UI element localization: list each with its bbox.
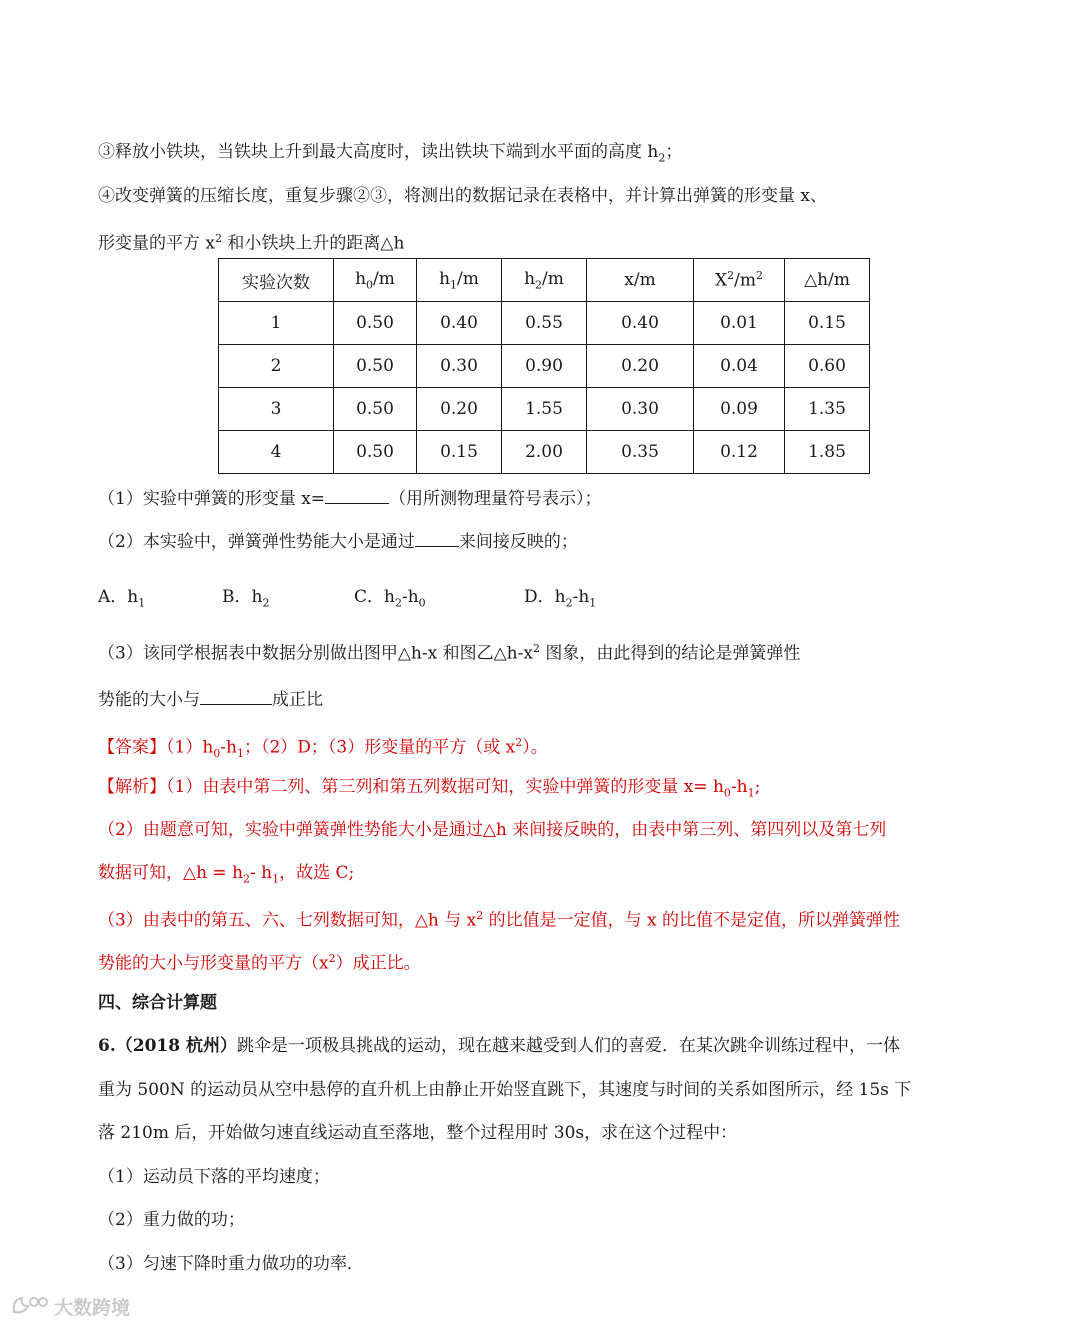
table-row [219, 345, 870, 388]
answer-line: 【答案】$(1)h_0-h_1$；（2）D；（3）形变量的平方（或 $x^2$）。 [98, 736, 548, 761]
table-cell: 0.20 [587, 345, 694, 388]
table-cell: 0.30 [587, 388, 694, 431]
table-cell: 0.15 [785, 302, 870, 345]
table-cell: 0.40 [417, 302, 502, 345]
option-b: B．$h_2$ [222, 587, 270, 610]
table-cell: 0.01 [694, 302, 785, 345]
watermark-logo: 大数跨境 [10, 1292, 130, 1320]
table-cell: 0.50 [334, 431, 417, 474]
table-header: 实验次数 [219, 259, 334, 302]
table-cell: 4 [219, 431, 334, 474]
question-3: （3）该同学根据表中数据分别做出图甲△h-x 和图乙$\triangle h-x^2$ 图象，由此得到的结论是弹簧弹性 [98, 642, 801, 664]
table-cell: 0.50 [334, 345, 417, 388]
table-cell: 0.20 [417, 388, 502, 431]
table-header: x/m [587, 259, 694, 302]
table-cell: 0.50 [334, 388, 417, 431]
question-2: （2）本实验中，弹簧弹性势能大小是通过 来间接反映的； [98, 532, 578, 552]
table-header-row [219, 259, 870, 302]
table-header: $h_2/m$ [502, 259, 587, 302]
analysis-line-2: （2）由题意可知，实验中弹簧弹性势能大小是通过△h 来间接反映的，由表中第三列、第四列以及第七列 [98, 820, 887, 840]
table-cell: 0.09 [694, 388, 785, 431]
sub-question-2: （2）重力做的功； [98, 1210, 245, 1230]
problem-6-line-1: 6.（2018 杭州）跳伞是一项极具挑战的运动，现在越来越受到人们的喜爱．在某次跳伞训练过程中，一体 [98, 1036, 900, 1056]
table-cell: 2 [219, 345, 334, 388]
table-cell: 1.55 [502, 388, 587, 431]
table-row [219, 302, 870, 345]
watermark-icon [10, 1292, 50, 1320]
table-row [219, 431, 870, 474]
table-cell: 3 [219, 388, 334, 431]
table-cell: 2.00 [502, 431, 587, 474]
step-4-continued: 形变量的平方 $x^2$ 和小铁块上升的距离△h [98, 232, 405, 254]
table-cell: 0.35 [587, 431, 694, 474]
section-title: 四、综合计算题 [98, 993, 217, 1013]
answer-blank [200, 688, 272, 705]
table-row [219, 388, 870, 431]
step-3: ③释放小铁块，当铁块上升到最大高度时，读出铁块下端到水平面的高度 $h_2$； [98, 142, 683, 165]
table-cell: 0.40 [587, 302, 694, 345]
table-cell: 0.60 [785, 345, 870, 388]
table-cell: 1.35 [785, 388, 870, 431]
table-cell: 0.90 [502, 345, 587, 388]
option-d: D．$h_2-h_1$ [524, 587, 597, 610]
table-header: $h_1/m$ [417, 259, 502, 302]
table-cell: 1.85 [785, 431, 870, 474]
table-cell: 0.12 [694, 431, 785, 474]
answer-blank [415, 530, 459, 547]
table-cell: 0.04 [694, 345, 785, 388]
answer-blank [325, 487, 389, 504]
table-header: △h/m [785, 259, 870, 302]
problem-6-line-3: 落 210m 后，开始做匀速直线运动直至落地，整个过程用时 30s，求在这个过程中： [98, 1123, 738, 1143]
table-header: $X^2/m^2$ [694, 259, 785, 302]
step-4: ④改变弹簧的压缩长度，重复步骤②③，将测出的数据记录在表格中，并计算出弹簧的形变量 x、 [98, 186, 827, 206]
question-3-continued: 势能的大小与 成正比 [98, 690, 323, 710]
table-cell: 0.15 [417, 431, 502, 474]
analysis-line-4: （3）由表中的第五、六、七列数据可知，△h 与 $x^2$ 的比值是一定值，与 x 的比值不是定值，所以弹簧弹性 [98, 909, 901, 931]
analysis-line-3: 数据可知，△h = $h_2-$ $h_1$，故选 C; [98, 863, 355, 886]
option-c: C．$h_2-h_0$ [354, 587, 426, 610]
table-cell: 0.55 [502, 302, 587, 345]
data-table [218, 258, 870, 474]
table-header: $h_0/m$ [334, 259, 417, 302]
sub-question-1: （1）运动员下落的平均速度； [98, 1167, 330, 1187]
analysis-line-5: 势能的大小与形变量的平方$(x^2)$成正比。 [98, 952, 421, 974]
table-cell: 0.50 [334, 302, 417, 345]
problem-6-line-2: 重为 500N 的运动员从空中悬停的直升机上由静止开始竖直跳下，其速度与时间的关系如图所示，经 15s 下 [98, 1080, 912, 1100]
table-cell: 0.30 [417, 345, 502, 388]
table-cell: 1 [219, 302, 334, 345]
option-a: A．$h_1$ [98, 587, 146, 610]
question-1: （1）实验中弹簧的形变量 x= （用所测物理量符号表示）； [98, 489, 602, 509]
sub-question-3: （3）匀速下降时重力做功的功率． [98, 1254, 364, 1274]
analysis-line-1: 【解析】（1）由表中第二列、第三列和第五列数据可知，实验中弹簧的形变量 $x= h_0-h_1$; [98, 777, 761, 800]
